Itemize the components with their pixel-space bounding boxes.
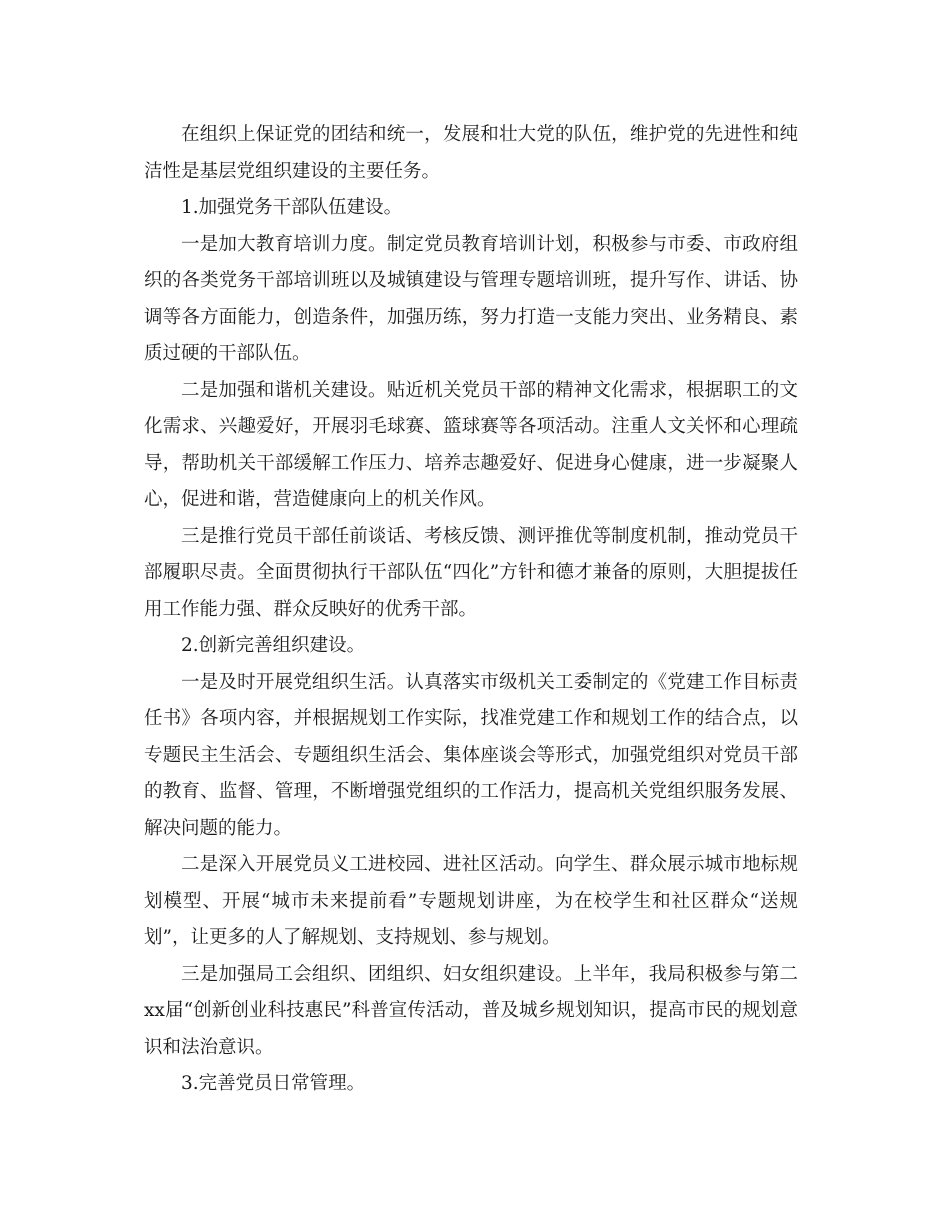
- paragraph: 在组织上保证党的团结和统一，发展和壮大党的队伍，维护党的先进性和纯洁性是基层党组织建设的主要任务。: [144, 124, 798, 182]
- section-heading: 2.创新完善组织建设。: [181, 635, 366, 656]
- paragraph: 三是推行党员干部任前谈话、考核反馈、测评推优等制度机制，推动党员干部履职尽责。全面贯彻执行干部队伍“四化”方针和德才兼备的原则，大胆提拔任用工作能力强、群众反映好的优秀干部。: [144, 525, 798, 620]
- paragraph: 二是加强和谐机关建设。贴近机关党员干部的精神文化需求，根据职工的文化需求、兴趣爱好，开展羽毛球赛、篮球赛等各项活动。注重人文关怀和心理疏导，帮助机关干部缓解工作压力、培养志趣爱好、促进身心健康，进一步凝聚人心，促进和谐，营造健康向上的机关作风。: [144, 379, 798, 510]
- paragraph: 一是及时开展党组织生活。认真落实市级机关工委制定的《党建工作目标责任书》各项内容，并根据规划工作实际，找准党建工作和规划工作的结合点，以专题民主生活会、专题组织生活会、集体座谈会等形式，加强党组织对党员干部的教育、监督、管理，不断增强党组织的工作活力，提高机关党组织服务发展、解决问题的能力。: [144, 671, 798, 839]
- section-heading: 1.加强党务干部队伍建设。: [181, 197, 403, 218]
- paragraph: 三是加强局工会组织、团组织、妇女组织建设。上半年，我局积极参与第二xx届“创新创业科技惠民”科普宣传活动，普及城乡规划知识，提高市民的规划意识和法治意识。: [144, 963, 798, 1058]
- section-heading: 3.完善党员日常管理。: [181, 1073, 366, 1094]
- document-body: [144, 117, 798, 1103]
- paragraph: 一是加大教育培训力度。制定党员教育培训计划，积极参与市委、市政府组织的各类党务干部培训班以及城镇建设与管理专题培训班，提升写作、讲话、协调等各方面能力，创造条件，加强历练，努力打造一支能力突出、业务精良、素质过硬的干部队伍。: [144, 233, 798, 364]
- paragraph: 二是深入开展党员义工进校园、进社区活动。向学生、群众展示城市地标规划模型、开展“城市未来提前看”专题规划讲座，为在校学生和社区群众“送规划”，让更多的人了解规划、支持规划、参与规划。: [144, 854, 798, 948]
